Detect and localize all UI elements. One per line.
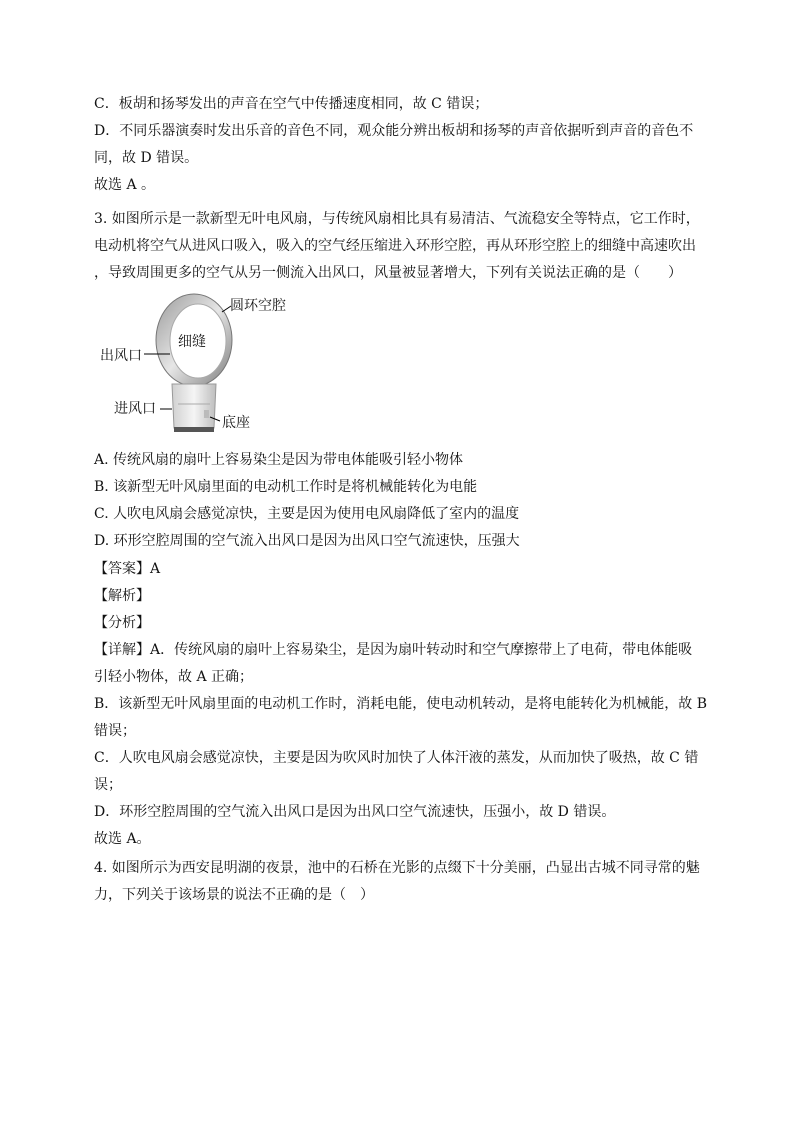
question-4-stem: 4. 如图所示为西安昆明湖的夜景，池中的石桥在光影的点缀下十分美丽，凸显出古城不同寻常的魅 [94, 860, 700, 876]
detail-line: B．该新型无叶风扇里面的电动机工作时，消耗电能，使电动机转动，是将电能转化为机械能，故 B [94, 696, 708, 712]
analysis-heading: 【分析】 [94, 615, 150, 631]
label-air-inlet: 进风口 [114, 401, 156, 417]
question-3-stem: 电动机将空气从进风口吸入，吸入的空气经压缩进入环形空腔，再从环形空腔上的细缝中高速吹出 [94, 238, 696, 254]
detail-line: 误； [94, 777, 122, 793]
explanation-heading: 【解析】 [94, 588, 150, 604]
option-a: A. 传统风扇的扇叶上容易染尘是因为带电体能吸引轻小物体 [94, 452, 464, 468]
label-base: 底座 [222, 415, 250, 431]
bladeless-fan-figure [94, 292, 304, 442]
text-line: C．板胡和扬琴发出的声音在空气中传播速度相同，故 C 错误； [94, 96, 489, 112]
label-slit: 细缝 [178, 334, 206, 350]
answer-heading: 【答案】A [94, 561, 161, 577]
label-ring-cavity: 圆环空腔 [230, 298, 286, 314]
option-c: C. 人吹电风扇会感觉凉快，主要是因为使用电风扇降低了室内的温度 [94, 506, 520, 522]
text-line: 故选 A 。 [94, 177, 156, 193]
question-3-stem: ，导致周围更多的空气从另一侧流入出风口，风量被显著增大，下列有关说法正确的是（ ） [94, 265, 682, 281]
text-line: 同，故 D 错误。 [94, 150, 199, 166]
question-4-stem: 力，下列关于该场景的说法不正确的是（ ） [94, 887, 374, 903]
option-d: D. 环形空腔周围的空气流入出风口是因为出风口空气流速快，压强大 [94, 533, 520, 549]
detail-line: 【详解】A．传统风扇的扇叶上容易染尘，是因为扇叶转动时和空气摩擦带上了电荷，带电体能吸 [94, 642, 693, 658]
text-line: D．不同乐器演奏时发出乐音的音色不同，观众能分辨出板胡和扬琴的声音依据听到声音的音色不 [94, 123, 694, 139]
detail-line: C．人吹电风扇会感觉凉快，主要是因为吹风时加快了人体汗液的蒸发，从而加快了吸热，故 C 错 [94, 750, 699, 766]
detail-line: 错误； [94, 723, 136, 739]
detail-line: 故选 A。 [94, 831, 151, 847]
option-b: B. 该新型无叶风扇里面的电动机工作时是将机械能转化为电能 [94, 479, 478, 495]
detail-line: D．环形空腔周围的空气流入出风口是因为出风口空气流速快，压强小，故 D 错误。 [94, 804, 616, 820]
label-air-outlet: 出风口 [100, 348, 142, 364]
detail-line: 引轻小物体，故 A 正确； [94, 669, 254, 685]
question-3-stem: 3. 如图所示是一款新型无叶电风扇，与传统风扇相比具有易清洁、气流稳安全等特点，它工作时， [94, 211, 700, 227]
